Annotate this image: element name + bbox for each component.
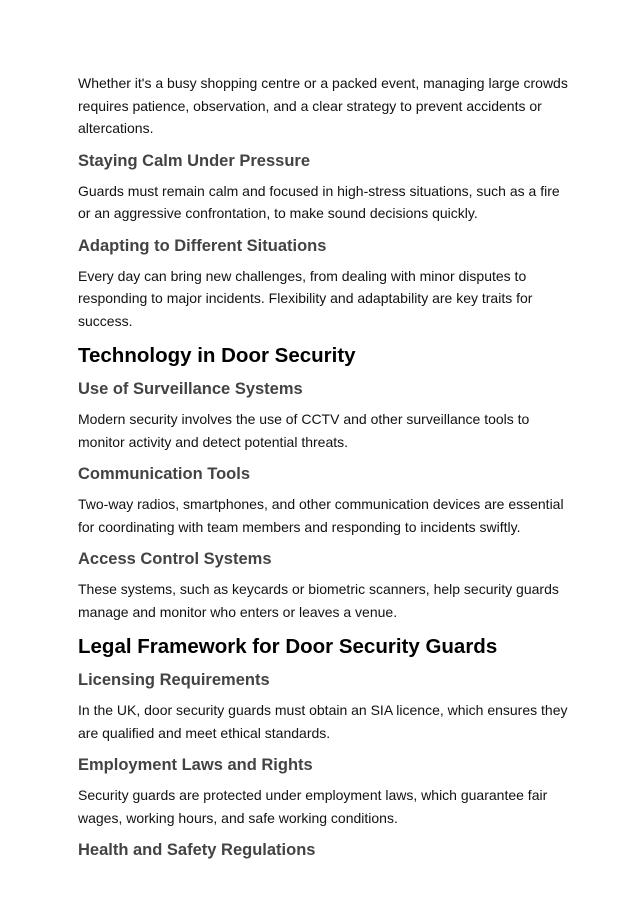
paragraph-employment-laws: Security guards are protected under employment laws, which guarantee fair wages, working hours, and safe working conditions.	[78, 787, 548, 826]
heading-adapting: Adapting to Different Situations	[78, 236, 327, 255]
paragraph-access-control: These systems, such as keycards or biometric scanners, help security guards manage and monitor who enters or leaves a venue.	[78, 581, 559, 620]
paragraph-surveillance: Modern security involves the use of CCTV and other surveillance tools to monitor activity and detect potential threats.	[78, 411, 530, 450]
heading-staying-calm: Staying Calm Under Pressure	[78, 151, 310, 170]
heading-legal-framework: Legal Framework for Door Security Guards	[78, 635, 498, 658]
heading-surveillance: Use of Surveillance Systems	[78, 380, 303, 398]
heading-licensing: Licensing Requirements	[78, 671, 270, 689]
paragraph-adapting: Every day can bring new challenges, from dealing with minor disputes to responding to major incidents. Flexibility and adaptability are key traits for success.	[78, 267, 533, 329]
heading-technology: Technology in Door Security	[78, 344, 356, 367]
heading-health-safety: Health and Safety Regulations	[78, 841, 316, 859]
heading-communication: Communication Tools	[78, 465, 251, 483]
paragraph-staying-calm: Guards must remain calm and focused in high-stress situations, such as a fire or an aggressive confrontation, to make sound decisions quickly.	[78, 182, 560, 221]
heading-access-control: Access Control Systems	[78, 550, 272, 568]
document-page	[78, 72, 568, 860]
paragraph-crowd-management: Whether it's a busy shopping centre or a packed event, managing large crowds requires patience, observation, and a clear strategy to prevent accidents or altercations.	[78, 75, 568, 136]
heading-employment-laws: Employment Laws and Rights	[78, 756, 313, 774]
paragraph-licensing: In the UK, door security guards must obtain an SIA licence, which ensures they are qualified and meet ethical standards.	[78, 702, 568, 741]
paragraph-communication: Two-way radios, smartphones, and other communication devices are essential for coordinating with team members and responding to incidents swiftly.	[78, 496, 564, 535]
